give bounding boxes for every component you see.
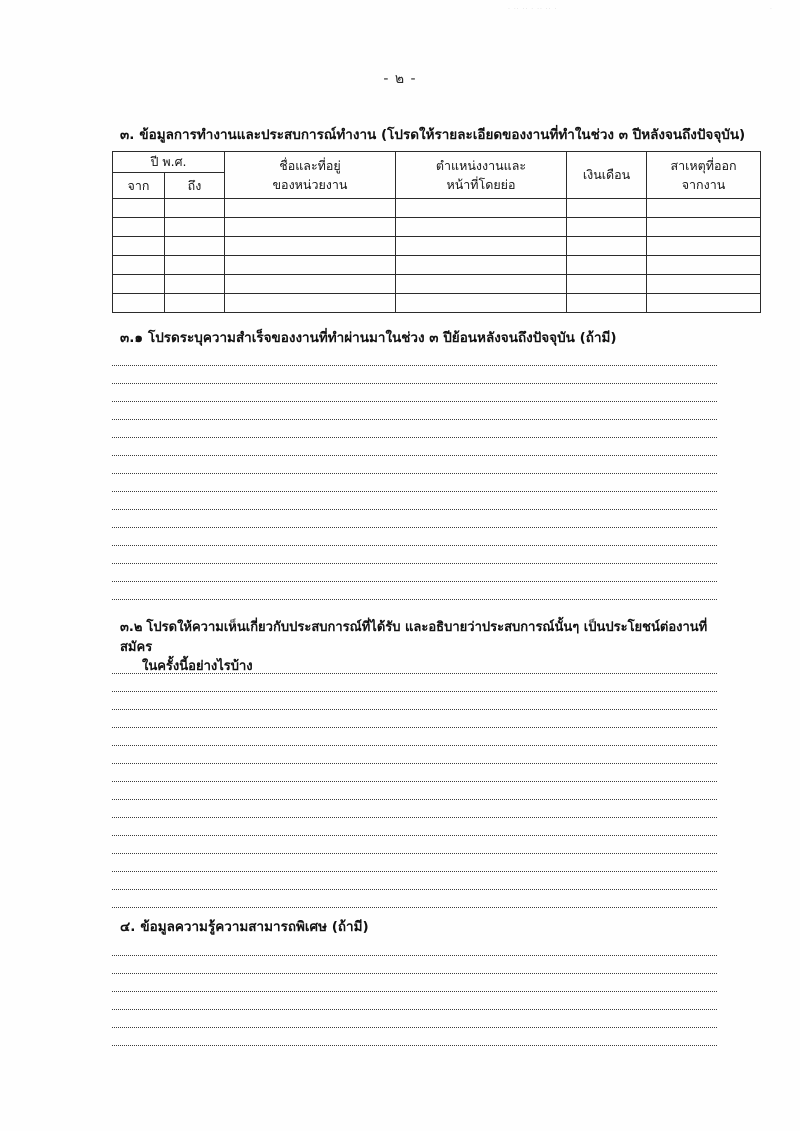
section-heading-achievements xyxy=(120,329,617,349)
cell-reason[interactable] xyxy=(647,199,761,218)
writing-line[interactable] xyxy=(112,890,717,908)
answer-lines-special-skills[interactable] xyxy=(112,938,717,1046)
section-number-4: ๔. xyxy=(120,919,136,935)
cell-to[interactable] xyxy=(165,199,225,218)
section-title-3: ข้อมูลการทำงานและประสบการณ์ทำงาน (โปรดให้รายละเอียดของงานที่ทำในช่วง ๓ ปีหลังจนถึงปัจจุบัน) xyxy=(139,127,746,143)
writing-line[interactable] xyxy=(112,992,717,1010)
column-header-organization-line1: ชื่อและที่อยู่ xyxy=(279,157,341,173)
cell-reason[interactable] xyxy=(647,294,761,313)
writing-line[interactable] xyxy=(112,582,717,600)
writing-line[interactable] xyxy=(112,1028,717,1046)
section-title-3-2-line1: โปรดให้ความเห็นเกี่ยวกับประสบการณ์ที่ได้รับ และอธิบายว่าประสบการณ์นั้นๆ เป็นประโยชน์ต่องานที่สมัคร xyxy=(120,620,708,655)
section-title-3-2-line2: ในครั้งนี้อย่างไรบ้าง xyxy=(142,659,253,674)
writing-line[interactable] xyxy=(112,674,717,692)
table-row[interactable] xyxy=(113,199,761,218)
cell-salary[interactable] xyxy=(567,275,647,294)
writing-line[interactable] xyxy=(112,836,717,854)
cell-from[interactable] xyxy=(113,218,165,237)
writing-line[interactable] xyxy=(112,564,717,582)
column-header-position xyxy=(396,152,567,199)
column-header-year-to: ถึง xyxy=(165,173,225,199)
cell-salary[interactable] xyxy=(567,237,647,256)
cell-to[interactable] xyxy=(165,275,225,294)
column-header-position-line2: หน้าที่โดยย่อ xyxy=(446,177,516,192)
writing-line[interactable] xyxy=(112,764,717,782)
cell-from[interactable] xyxy=(113,275,165,294)
work-experience-table xyxy=(112,151,761,313)
cell-organization[interactable] xyxy=(225,218,396,237)
writing-line[interactable] xyxy=(112,974,717,992)
cell-to[interactable] xyxy=(165,218,225,237)
section-number-3-1: ๓.๑ xyxy=(120,330,143,346)
writing-line[interactable] xyxy=(112,348,717,366)
cell-to[interactable] xyxy=(165,294,225,313)
writing-line[interactable] xyxy=(112,384,717,402)
writing-line[interactable] xyxy=(112,656,717,674)
cell-organization[interactable] xyxy=(225,256,396,275)
table-row[interactable] xyxy=(113,218,761,237)
cell-organization[interactable] xyxy=(225,275,396,294)
cell-salary[interactable] xyxy=(567,256,647,275)
writing-line[interactable] xyxy=(112,728,717,746)
writing-line[interactable] xyxy=(112,800,717,818)
section-heading-work-experience xyxy=(120,126,745,146)
writing-line[interactable] xyxy=(112,492,717,510)
writing-line[interactable] xyxy=(112,782,717,800)
answer-lines-experience-opinion[interactable] xyxy=(112,656,717,908)
writing-line[interactable] xyxy=(112,818,717,836)
scan-artifact-right: · xyxy=(770,6,773,13)
section-title-3-1: โปรดระบุความสำเร็จของงานที่ทำผ่านมาในช่วง ๓ ปีย้อนหลังจนถึงปัจจุบัน (ถ้ามี) xyxy=(147,330,617,346)
writing-line[interactable] xyxy=(112,854,717,872)
writing-line[interactable] xyxy=(112,746,717,764)
writing-line[interactable] xyxy=(112,692,717,710)
writing-line[interactable] xyxy=(112,420,717,438)
writing-line[interactable] xyxy=(112,510,717,528)
column-header-reason-line2: จากงาน xyxy=(681,177,726,192)
writing-line[interactable] xyxy=(112,474,717,492)
writing-line[interactable] xyxy=(112,1010,717,1028)
cell-reason[interactable] xyxy=(647,237,761,256)
column-header-year-from: จาก xyxy=(113,173,165,199)
cell-position[interactable] xyxy=(396,237,567,256)
writing-line[interactable] xyxy=(112,366,717,384)
writing-line[interactable] xyxy=(112,456,717,474)
cell-organization[interactable] xyxy=(225,294,396,313)
cell-salary[interactable] xyxy=(567,218,647,237)
cell-from[interactable] xyxy=(113,199,165,218)
table-row[interactable] xyxy=(113,275,761,294)
section-heading-special-skills xyxy=(120,918,369,938)
cell-reason[interactable] xyxy=(647,218,761,237)
column-group-year: ปี พ.ศ. xyxy=(113,152,225,173)
cell-from[interactable] xyxy=(113,256,165,275)
table-row[interactable] xyxy=(113,256,761,275)
column-header-position-line1: ตำแหน่งงานและ xyxy=(435,157,527,173)
page-number: - ๒ - xyxy=(383,71,417,87)
writing-line[interactable] xyxy=(112,710,717,728)
writing-line[interactable] xyxy=(112,872,717,890)
cell-to[interactable] xyxy=(165,237,225,256)
answer-lines-achievements[interactable] xyxy=(112,348,717,600)
section-number-3-2: ๓.๒ xyxy=(120,620,143,635)
writing-line[interactable] xyxy=(112,546,717,564)
table-header xyxy=(113,152,761,199)
table-body xyxy=(113,199,761,313)
column-header-reason-line1: สาเหตุที่ออก xyxy=(670,157,737,173)
table-row[interactable] xyxy=(113,294,761,313)
writing-line[interactable] xyxy=(112,956,717,974)
writing-line[interactable] xyxy=(112,402,717,420)
cell-salary[interactable] xyxy=(567,294,647,313)
table-row[interactable] xyxy=(113,237,761,256)
column-header-organization-line2: ของหน่วยงาน xyxy=(272,177,348,192)
cell-position[interactable] xyxy=(396,275,567,294)
column-header-salary: เงินเดือน xyxy=(567,152,647,199)
column-header-reason xyxy=(647,152,761,199)
cell-from[interactable] xyxy=(113,294,165,313)
writing-line[interactable] xyxy=(112,938,717,956)
cell-from[interactable] xyxy=(113,237,165,256)
section-number-3: ๓. xyxy=(120,127,135,143)
cell-to[interactable] xyxy=(165,256,225,275)
column-header-organization xyxy=(225,152,396,199)
cell-position[interactable] xyxy=(396,256,567,275)
writing-line[interactable] xyxy=(112,528,717,546)
cell-reason[interactable] xyxy=(647,275,761,294)
cell-position[interactable] xyxy=(396,199,567,218)
writing-line[interactable] xyxy=(112,438,717,456)
cell-salary[interactable] xyxy=(567,199,647,218)
cell-organization[interactable] xyxy=(225,199,396,218)
cell-organization[interactable] xyxy=(225,237,396,256)
section-title-4: ข้อมูลความรู้ความสามารถพิเศษ (ถ้ามี) xyxy=(140,919,369,935)
cell-position[interactable] xyxy=(396,294,567,313)
cell-reason[interactable] xyxy=(647,256,761,275)
cell-position[interactable] xyxy=(396,218,567,237)
scan-artifact: · ·· ·· · ·· ·· · xyxy=(508,6,558,13)
